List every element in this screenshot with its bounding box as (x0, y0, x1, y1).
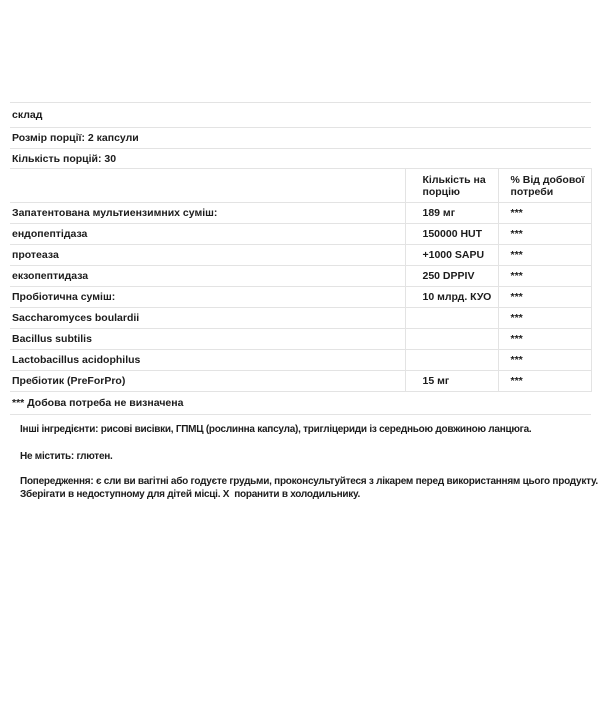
ingredient-daily-value: *** (498, 329, 591, 350)
storage-text: Зберігати в недоступному для дітей місці. Х поранити в холодильнику. (20, 489, 361, 500)
ingredient-name: Запатентована мультиензимних суміш: (10, 203, 405, 224)
ingredient-amount (405, 350, 498, 371)
ingredient-daily-value: *** (498, 224, 591, 245)
ingredient-daily-value: *** (498, 203, 591, 224)
table-footnote: *** Добова потреба не визначена (10, 392, 591, 415)
table-row (10, 266, 591, 287)
table-row (10, 224, 591, 245)
supplement-facts-section (10, 102, 598, 501)
ingredient-name: Пребіотик (PreForPro) (10, 371, 405, 392)
table-header-row (10, 169, 591, 203)
footnote-row (10, 392, 591, 415)
does-not-contain-text: Не містить: глютен. (20, 451, 113, 462)
ingredient-amount: 10 млрд. КУО (405, 287, 498, 308)
ingredient-amount: +1000 SAPU (405, 245, 498, 266)
ingredient-amount: 189 мг (405, 203, 498, 224)
composition-label: склад (10, 103, 591, 128)
servings-per-container-row (10, 149, 591, 169)
ingredient-name: Bacillus subtilis (10, 329, 405, 350)
table-row (10, 350, 591, 371)
header-blank-cell (10, 169, 405, 203)
ingredient-amount (405, 329, 498, 350)
warning-text: Попередження: є сли ви вагітні або годуєте грудьми, проконсультуйтеся з лікарем перед використанням цього продукту. (20, 476, 598, 487)
ingredient-daily-value: *** (498, 287, 591, 308)
ingredient-amount: 150000 HUT (405, 224, 498, 245)
serving-size-row (10, 128, 591, 149)
ingredient-daily-value: *** (498, 266, 591, 287)
serving-size-label: Розмір порції: 2 капсули (10, 128, 591, 149)
table-row (10, 308, 591, 329)
ingredient-amount: 15 мг (405, 371, 498, 392)
table-row (10, 245, 591, 266)
table-row (10, 371, 591, 392)
ingredient-daily-value: *** (498, 350, 591, 371)
ingredient-daily-value: *** (498, 371, 591, 392)
ingredient-name: екзопептидаза (10, 266, 405, 287)
table-row (10, 203, 591, 224)
notes-section (20, 423, 598, 501)
ingredient-name: Lactobacillus acidophilus (10, 350, 405, 371)
supplement-facts-table (10, 102, 592, 415)
ingredient-name: протеаза (10, 245, 405, 266)
ingredient-daily-value: *** (498, 245, 591, 266)
header-amount-per-serving: Кількість на порцію (405, 169, 498, 203)
composition-row (10, 103, 591, 128)
ingredient-name: ендопептідаза (10, 224, 405, 245)
ingredient-amount (405, 308, 498, 329)
table-row (10, 329, 591, 350)
other-ingredients-text: Інші інгредієнти: рисові висівки, ГПМЦ (рослинна капсула), тригліцериди із середньою довжиною ланцюга. (20, 424, 532, 435)
ingredient-name: Пробіотична суміш: (10, 287, 405, 308)
ingredient-daily-value: *** (498, 308, 591, 329)
table-row (10, 287, 591, 308)
ingredient-name: Saccharomyces boulardii (10, 308, 405, 329)
ingredient-amount: 250 DPPIV (405, 266, 498, 287)
header-daily-value: % Від добової потреби (498, 169, 591, 203)
servings-per-container-label: Кількість порцій: 30 (10, 149, 591, 169)
